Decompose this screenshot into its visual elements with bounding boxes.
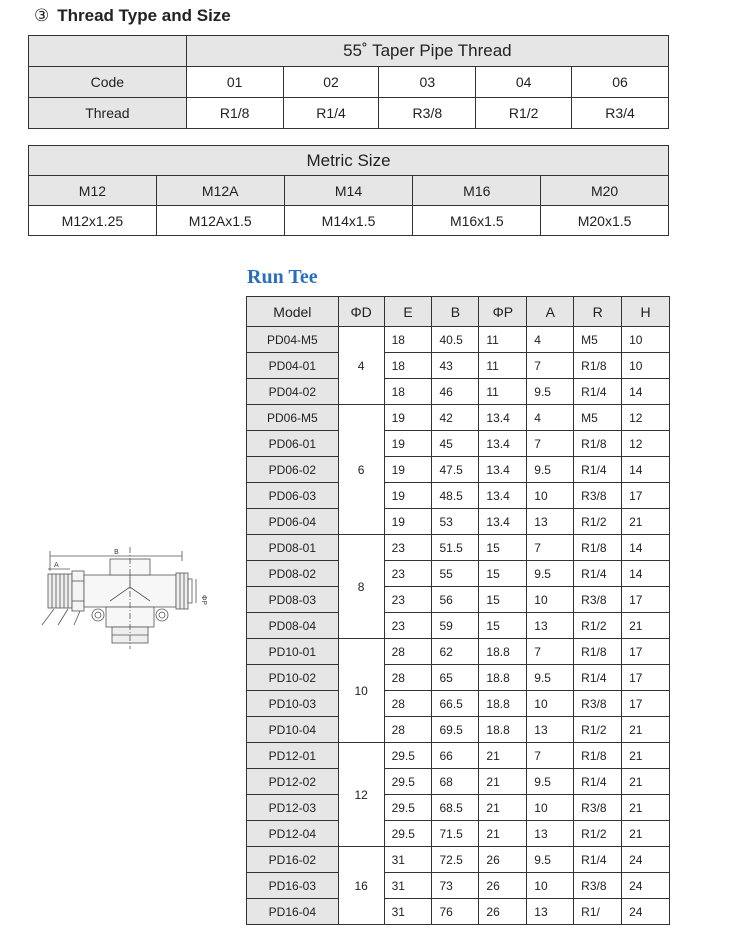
- model-cell: PD06-03: [247, 483, 339, 509]
- value-cell: R1/8: [574, 639, 622, 665]
- table-row: [247, 769, 670, 795]
- value-cell: 7: [527, 743, 574, 769]
- value-cell: 73: [432, 873, 479, 899]
- table-row: [247, 639, 670, 665]
- metric-size-cell: M12x1.25: [29, 206, 157, 236]
- value-cell: 62: [432, 639, 479, 665]
- value-cell: 4: [527, 327, 574, 353]
- value-cell: 13: [527, 509, 574, 535]
- table-row: [247, 847, 670, 873]
- model-cell: PD04-01: [247, 353, 339, 379]
- value-cell: 11: [479, 353, 527, 379]
- table-row: [247, 873, 670, 899]
- code-label: Code: [29, 67, 187, 98]
- model-cell: PD10-02: [247, 665, 339, 691]
- value-cell: 19: [384, 405, 432, 431]
- run-tee-table: [246, 296, 670, 925]
- column-header: ΦD: [338, 297, 384, 327]
- value-cell: 21: [622, 821, 670, 847]
- metric-code-cell: M16: [413, 176, 541, 206]
- taper-corner-cell: [29, 36, 187, 67]
- diameter-cell: 4: [338, 327, 384, 405]
- value-cell: 18.8: [479, 639, 527, 665]
- table-row: [247, 535, 670, 561]
- table-row: [247, 613, 670, 639]
- value-cell: R3/8: [574, 587, 622, 613]
- value-cell: 28: [384, 639, 432, 665]
- value-cell: 12: [622, 431, 670, 457]
- value-cell: 14: [622, 561, 670, 587]
- table-row: [247, 509, 670, 535]
- model-cell: PD12-01: [247, 743, 339, 769]
- model-cell: PD06-M5: [247, 405, 339, 431]
- value-cell: 21: [622, 613, 670, 639]
- value-cell: 24: [622, 847, 670, 873]
- table-row: [247, 899, 670, 925]
- code-cell: 06: [572, 67, 669, 98]
- value-cell: 68.5: [432, 795, 479, 821]
- value-cell: 55: [432, 561, 479, 587]
- model-cell: PD10-01: [247, 639, 339, 665]
- value-cell: R1/4: [574, 665, 622, 691]
- value-cell: 26: [479, 873, 527, 899]
- diameter-cell: 8: [338, 535, 384, 639]
- column-header: ΦP: [479, 297, 527, 327]
- value-cell: R1/8: [574, 431, 622, 457]
- metric-code-cell: M12A: [156, 176, 284, 206]
- metric-size-cell: M12Ax1.5: [156, 206, 284, 236]
- value-cell: 9.5: [527, 769, 574, 795]
- value-cell: 15: [479, 587, 527, 613]
- value-cell: 53: [432, 509, 479, 535]
- taper-thread-table: [28, 35, 669, 129]
- value-cell: 10: [622, 327, 670, 353]
- value-cell: 28: [384, 691, 432, 717]
- value-cell: 12: [622, 405, 670, 431]
- value-cell: 13.4: [479, 483, 527, 509]
- value-cell: 29.5: [384, 769, 432, 795]
- value-cell: 24: [622, 873, 670, 899]
- value-cell: 43: [432, 353, 479, 379]
- table-row: [247, 379, 670, 405]
- table-row: [247, 405, 670, 431]
- value-cell: R1/2: [574, 717, 622, 743]
- model-cell: PD10-04: [247, 717, 339, 743]
- code-cell: 03: [379, 67, 476, 98]
- value-cell: 51.5: [432, 535, 479, 561]
- section-title: [34, 6, 231, 26]
- value-cell: 76: [432, 899, 479, 925]
- value-cell: 10: [527, 795, 574, 821]
- value-cell: R1/8: [574, 535, 622, 561]
- value-cell: 29.5: [384, 743, 432, 769]
- value-cell: 10: [527, 587, 574, 613]
- model-cell: PD10-03: [247, 691, 339, 717]
- drawing-label-b: B: [114, 548, 119, 556]
- value-cell: 19: [384, 431, 432, 457]
- thread-cell: R1/2: [476, 98, 572, 129]
- value-cell: R1/2: [574, 613, 622, 639]
- table-row: [247, 561, 670, 587]
- value-cell: 7: [527, 431, 574, 457]
- value-cell: R3/8: [574, 795, 622, 821]
- value-cell: 10: [527, 483, 574, 509]
- value-cell: 18.8: [479, 691, 527, 717]
- value-cell: 9.5: [527, 379, 574, 405]
- value-cell: 17: [622, 639, 670, 665]
- metric-code-cell: M12: [29, 176, 157, 206]
- run-tee-title: Run Tee: [247, 266, 318, 288]
- code-cell: 04: [476, 67, 572, 98]
- value-cell: R1/2: [574, 821, 622, 847]
- value-cell: R1/: [574, 899, 622, 925]
- column-header: B: [432, 297, 479, 327]
- value-cell: 31: [384, 873, 432, 899]
- value-cell: 19: [384, 457, 432, 483]
- value-cell: 15: [479, 613, 527, 639]
- code-cell: 01: [186, 67, 283, 98]
- value-cell: 21: [622, 717, 670, 743]
- value-cell: 19: [384, 483, 432, 509]
- value-cell: R1/8: [574, 743, 622, 769]
- value-cell: 21: [622, 743, 670, 769]
- table-row: [247, 483, 670, 509]
- value-cell: 28: [384, 717, 432, 743]
- value-cell: 9.5: [527, 457, 574, 483]
- table-row: [247, 587, 670, 613]
- value-cell: 40.5: [432, 327, 479, 353]
- model-cell: PD06-01: [247, 431, 339, 457]
- value-cell: 13.4: [479, 509, 527, 535]
- value-cell: 21: [479, 821, 527, 847]
- model-cell: PD08-01: [247, 535, 339, 561]
- value-cell: 11: [479, 327, 527, 353]
- value-cell: 10: [622, 353, 670, 379]
- value-cell: 17: [622, 483, 670, 509]
- table-row: [247, 717, 670, 743]
- value-cell: M5: [574, 405, 622, 431]
- value-cell: 59: [432, 613, 479, 639]
- value-cell: 31: [384, 899, 432, 925]
- value-cell: 13: [527, 613, 574, 639]
- value-cell: 26: [479, 847, 527, 873]
- value-cell: 66.5: [432, 691, 479, 717]
- value-cell: R3/8: [574, 873, 622, 899]
- column-header: E: [384, 297, 432, 327]
- value-cell: 68: [432, 769, 479, 795]
- value-cell: 7: [527, 353, 574, 379]
- value-cell: 10: [527, 691, 574, 717]
- value-cell: R1/4: [574, 561, 622, 587]
- table-row: [247, 327, 670, 353]
- value-cell: 17: [622, 691, 670, 717]
- value-cell: 13: [527, 717, 574, 743]
- model-cell: PD06-02: [247, 457, 339, 483]
- model-cell: PD04-M5: [247, 327, 339, 353]
- thread-label: Thread: [29, 98, 187, 129]
- value-cell: R1/4: [574, 769, 622, 795]
- value-cell: 26: [479, 899, 527, 925]
- column-header: Model: [247, 297, 339, 327]
- value-cell: 18.8: [479, 665, 527, 691]
- value-cell: 23: [384, 587, 432, 613]
- value-cell: 17: [622, 665, 670, 691]
- value-cell: 69.5: [432, 717, 479, 743]
- value-cell: R1/4: [574, 457, 622, 483]
- diameter-cell: 12: [338, 743, 384, 847]
- column-header: R: [574, 297, 622, 327]
- thread-cell: R3/4: [572, 98, 669, 129]
- value-cell: 13.4: [479, 405, 527, 431]
- metric-code-cell: M20: [541, 176, 669, 206]
- model-cell: PD08-03: [247, 587, 339, 613]
- value-cell: 10: [527, 873, 574, 899]
- value-cell: 71.5: [432, 821, 479, 847]
- model-cell: PD16-02: [247, 847, 339, 873]
- value-cell: 29.5: [384, 795, 432, 821]
- value-cell: 15: [479, 535, 527, 561]
- table-row: [247, 821, 670, 847]
- metric-size-cell: M14x1.5: [284, 206, 413, 236]
- metric-header: Metric Size: [29, 146, 669, 176]
- value-cell: 14: [622, 535, 670, 561]
- value-cell: 29.5: [384, 821, 432, 847]
- drawing-label-a: A: [54, 561, 59, 569]
- value-cell: R1/4: [574, 379, 622, 405]
- table-row: [247, 743, 670, 769]
- metric-code-cell: M14: [284, 176, 413, 206]
- value-cell: 31: [384, 847, 432, 873]
- run-tee-drawing: [40, 545, 212, 657]
- thread-cell: R1/8: [186, 98, 283, 129]
- value-cell: 18: [384, 327, 432, 353]
- table-row: [247, 457, 670, 483]
- value-cell: M5: [574, 327, 622, 353]
- value-cell: 23: [384, 561, 432, 587]
- value-cell: 13: [527, 899, 574, 925]
- value-cell: 21: [622, 795, 670, 821]
- value-cell: R3/8: [574, 691, 622, 717]
- value-cell: 18.8: [479, 717, 527, 743]
- value-cell: 21: [479, 795, 527, 821]
- diameter-cell: 6: [338, 405, 384, 535]
- table-row: [247, 691, 670, 717]
- value-cell: R1/4: [574, 847, 622, 873]
- model-cell: PD16-03: [247, 873, 339, 899]
- value-cell: 4: [527, 405, 574, 431]
- value-cell: 28: [384, 665, 432, 691]
- section-number: ③: [34, 6, 50, 25]
- table-row: [247, 795, 670, 821]
- metric-size-cell: M20x1.5: [541, 206, 669, 236]
- value-cell: 13: [527, 821, 574, 847]
- value-cell: R3/8: [574, 483, 622, 509]
- table-row: [247, 665, 670, 691]
- value-cell: 17: [622, 587, 670, 613]
- value-cell: 14: [622, 379, 670, 405]
- value-cell: 7: [527, 639, 574, 665]
- model-cell: PD12-02: [247, 769, 339, 795]
- value-cell: 56: [432, 587, 479, 613]
- value-cell: 18: [384, 379, 432, 405]
- value-cell: 24: [622, 899, 670, 925]
- table-row: [247, 431, 670, 457]
- value-cell: 11: [479, 379, 527, 405]
- run-tee-header-row: [247, 297, 670, 327]
- value-cell: 13.4: [479, 457, 527, 483]
- value-cell: 14: [622, 457, 670, 483]
- taper-header: 55˚ Taper Pipe Thread: [186, 36, 668, 67]
- value-cell: 66: [432, 743, 479, 769]
- value-cell: 21: [622, 509, 670, 535]
- model-cell: PD08-04: [247, 613, 339, 639]
- value-cell: 42: [432, 405, 479, 431]
- model-cell: PD04-02: [247, 379, 339, 405]
- value-cell: R1/2: [574, 509, 622, 535]
- code-cell: 02: [283, 67, 379, 98]
- value-cell: 23: [384, 535, 432, 561]
- value-cell: 19: [384, 509, 432, 535]
- value-cell: 21: [479, 743, 527, 769]
- value-cell: 21: [479, 769, 527, 795]
- value-cell: 46: [432, 379, 479, 405]
- value-cell: 45: [432, 431, 479, 457]
- value-cell: 21: [622, 769, 670, 795]
- value-cell: 65: [432, 665, 479, 691]
- model-cell: PD16-04: [247, 899, 339, 925]
- value-cell: 47.5: [432, 457, 479, 483]
- model-cell: PD12-03: [247, 795, 339, 821]
- value-cell: 9.5: [527, 561, 574, 587]
- value-cell: 72.5: [432, 847, 479, 873]
- metric-size-cell: M16x1.5: [413, 206, 541, 236]
- column-header: A: [527, 297, 574, 327]
- model-cell: PD12-04: [247, 821, 339, 847]
- value-cell: 15: [479, 561, 527, 587]
- metric-size-table: [28, 145, 669, 236]
- value-cell: 7: [527, 535, 574, 561]
- drawing-label-p: ΦP: [200, 595, 208, 605]
- table-row: [247, 353, 670, 379]
- value-cell: 48.5: [432, 483, 479, 509]
- value-cell: 23: [384, 613, 432, 639]
- value-cell: 18: [384, 353, 432, 379]
- diameter-cell: 16: [338, 847, 384, 925]
- section-title-text: Thread Type and Size: [57, 6, 231, 25]
- value-cell: 9.5: [527, 665, 574, 691]
- thread-cell: R1/4: [283, 98, 379, 129]
- thread-cell: R3/8: [379, 98, 476, 129]
- model-cell: PD06-04: [247, 509, 339, 535]
- diameter-cell: 10: [338, 639, 384, 743]
- run-tee-body: [247, 327, 670, 925]
- value-cell: 9.5: [527, 847, 574, 873]
- model-cell: PD08-02: [247, 561, 339, 587]
- value-cell: 13.4: [479, 431, 527, 457]
- value-cell: R1/8: [574, 353, 622, 379]
- column-header: H: [622, 297, 670, 327]
